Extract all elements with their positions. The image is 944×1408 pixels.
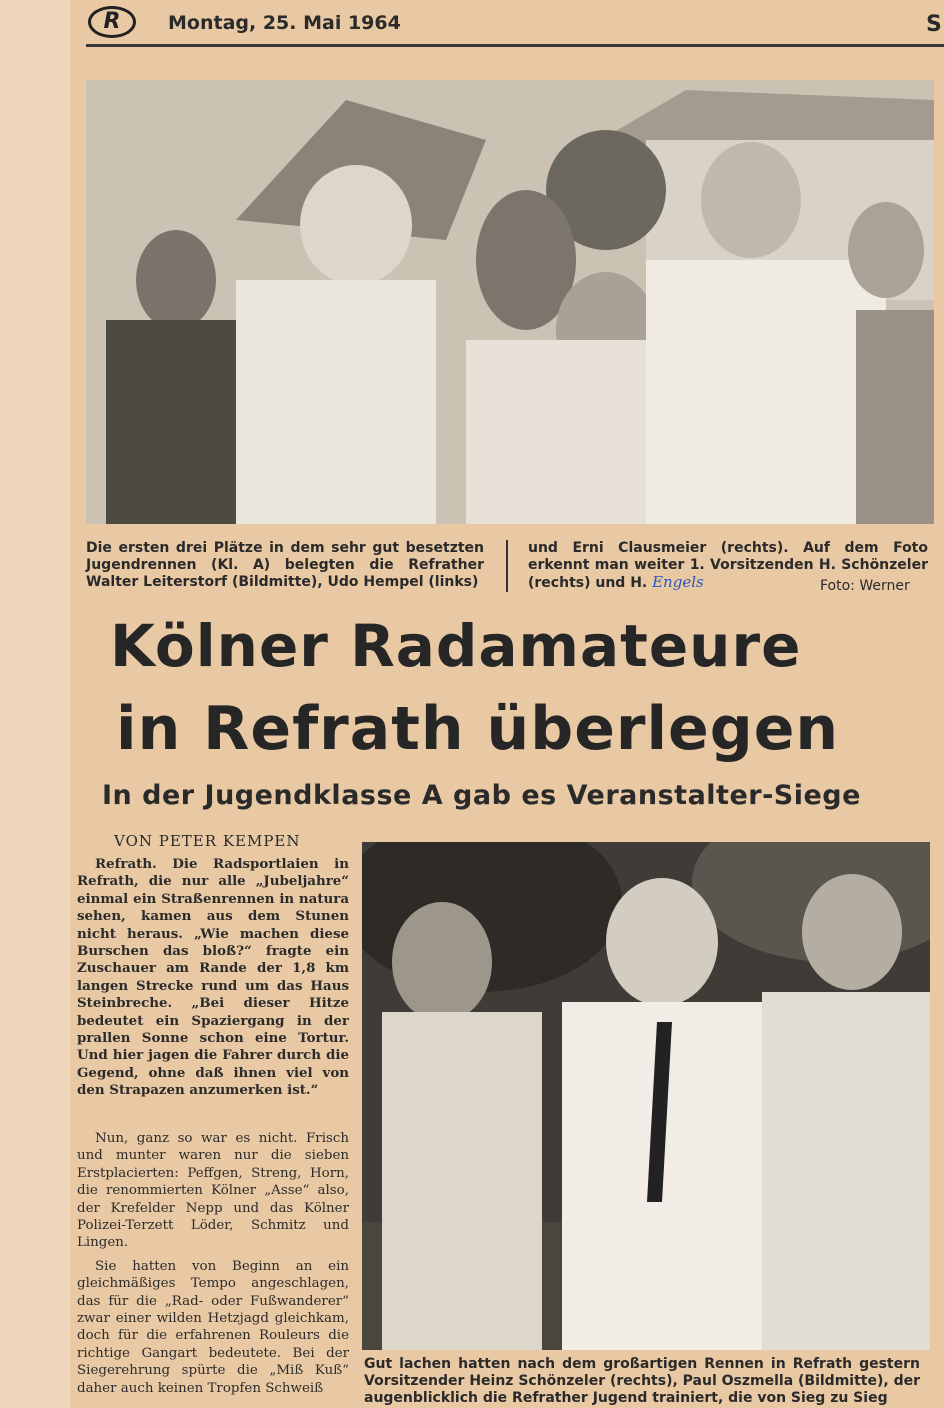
subheadline: In der Jugendklasse A gab es Veranstalter-Siege [102, 780, 861, 811]
photo-bottom-image [362, 842, 930, 1350]
paragraph-3: Sie hatten von Beginn an ein gleichmäßiges Tempo angeschlagen, das für die „Rad- oder Fußwanderer“ zwar einer wilden Hetzjagd gleichkam, doch für die erfahrenen Rouleurs die richtige Gangart bedeutete. Bei der Siegerehrung spürte die „Miß Kuß“ daher auch keinen Tropfen Schweiß [77, 1258, 349, 1396]
byline: VON PETER KEMPEN [114, 832, 301, 850]
photo-bottom-officials [362, 842, 930, 1350]
photo-top-caption-right-text: und Erni Clausmeier (rechts). Auf dem Foto erkennt man weiter 1. Vorsitzenden H. Schönzeler (rechts) und H. [528, 540, 928, 591]
paragraph-2: Nun, ganz so war es nicht. Frisch und munter waren nur die sieben Erstplacierten: Peffgen, Streng, Horn, die renommierten Kölner „Asse“ also, der Krefelder Nepp und das Kölner Polizei-Terzett Löder, Schmitz und Lingen. [77, 1131, 349, 1251]
paper-wear [0, 0, 70, 1408]
headline-line-2: in Refrath überlegen [116, 694, 840, 764]
photo-bottom-caption: Gut lachen hatten nach dem großartigen Rennen in Refrath gestern Vorsitzender Heinz Schönzeler (rechts), Paul Oszmella (Bildmitte), der augenblicklich die Refrather Jugend trainiert, die von Sieg zu Sieg [364, 1356, 920, 1406]
article-body-2 [77, 1130, 349, 1403]
paragraph-1: Refrath. Die Radsportlaien in Refrath, die nur alle „Jubeljahre“ einmal ein Straßenrennen in natura sehen, kamen aus dem Stunen nicht heraus. „Wie machen diese Burschen das bloß?“ fragte ein Zuschauer am Rande der 1,8 km langen Strecke rund um das Haus Steinbreche. „Bei dieser Hitze bedeutet ein Spaziergang in der prallen Sonne schon eine Tortur. Und hier jagen die Fahrer durch die Gegend, ohne daß ihnen viel von den Strapazen anzumerken ist.“ [77, 856, 349, 1099]
page-mark: S [926, 12, 942, 37]
photo-top-winners [86, 80, 934, 524]
photo-top-image [86, 80, 934, 524]
article-body-1 [77, 856, 349, 1106]
photo-top-caption-left: Die ersten drei Plätze in dem sehr gut besetzten Jugendrennen (Kl. A) belegten die Refrather Walter Leiterstorf (Bildmitte), Udo Hempel (links) [86, 540, 484, 590]
caption-divider [506, 540, 508, 592]
photo-credit: Foto: Werner [820, 578, 910, 594]
header-rule [86, 44, 944, 47]
issue-date: Montag, 25. Mai 1964 [168, 12, 401, 34]
handwritten-correction: Engels [652, 573, 704, 591]
headline-line-1: Kölner Radamateure [110, 612, 802, 680]
newspaper-logo: R [88, 6, 136, 38]
